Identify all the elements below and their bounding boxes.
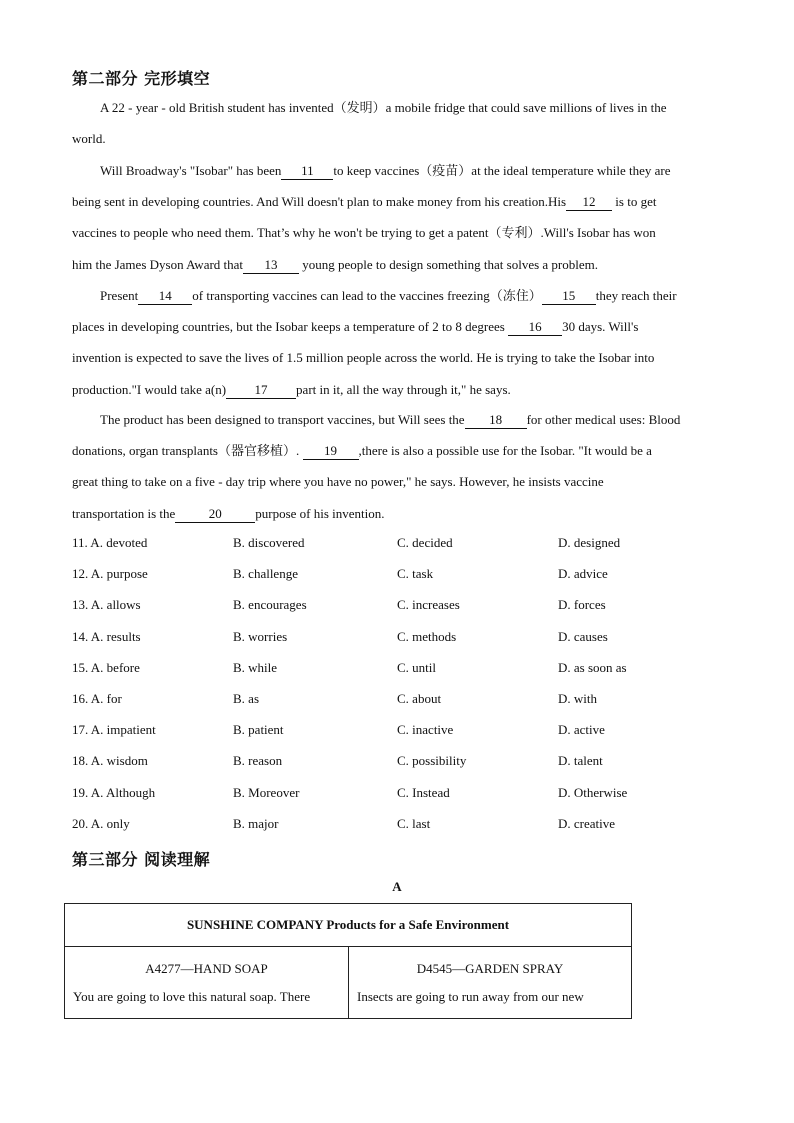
blank-11[interactable]: 11 [281,163,333,180]
product-name: D4545—GARDEN SPRAY [416,961,564,976]
option[interactable]: C. Instead [397,784,450,800]
paragraph-1 [72,92,718,154]
product-name: A4277—HAND SOAP [145,961,268,976]
section-2-title: 第二部分 完形填空 [72,69,211,88]
options-row-17 [72,722,732,753]
option[interactable]: B. reason [233,753,283,769]
option[interactable]: 14. A. results [72,628,141,644]
blank-19[interactable]: 19 [303,443,359,460]
option[interactable]: D. creative [558,815,616,831]
option[interactable]: 20. A. only [72,815,130,831]
section-3-title: 第三部分 阅读理解 [72,850,211,869]
option[interactable]: D. active [558,722,605,738]
option[interactable]: 11. A. devoted [72,535,148,550]
options-row-18 [72,753,732,784]
blank-18[interactable]: 18 [465,412,527,429]
option[interactable]: B. while [233,659,278,675]
option[interactable]: C. decided [397,535,453,550]
passage-label: A [392,879,402,894]
option[interactable]: C. last [397,815,431,831]
blank-17[interactable]: 17 [226,382,296,399]
p1-line-2: world. [72,131,106,147]
option[interactable]: C. inactive [397,722,454,738]
option[interactable]: D. with [558,690,597,706]
option[interactable]: 12. A. purpose [72,566,148,582]
p1-line-1: A 22 - year - old British student has invented（发明）a mobile fridge that could save millions of lives in the [100,100,667,115]
table-cell-hand-soap [65,947,349,1019]
options-row-20 [72,816,732,847]
option[interactable]: 17. A. impatient [72,722,156,738]
option[interactable]: C. increases [397,597,460,613]
option[interactable]: 18. A. wisdom [72,753,148,769]
option[interactable]: B. patient [233,722,284,738]
option[interactable]: B. challenge [233,566,298,582]
option[interactable]: C. about [397,690,442,706]
option[interactable]: D. as soon as [558,659,627,675]
option[interactable]: D. designed [558,535,621,550]
option[interactable]: 19. A. Although [72,784,156,800]
option[interactable]: C. task [397,566,434,582]
option[interactable]: C. possibility [397,753,467,769]
options-row-16 [72,691,732,722]
option[interactable]: B. worries [233,628,288,644]
blank-13[interactable]: 13 [243,257,299,274]
option[interactable]: B. discovered [233,535,305,550]
blank-12[interactable]: 12 [566,194,612,211]
option[interactable]: C. until [397,659,437,675]
paragraph-4: The product has been designed to transport vaccines, but Will sees the 18 for other medical uses: Blood donations, organ transplants（器官移植）. 19 ,there is also a possible use for the Isobar. "It would be a great thing to take on a five - day trip where you have no power," he says. However, he insists vaccine transportation is the 20 purpose of his invention. [72,412,681,521]
option[interactable]: B. encourages [233,597,307,613]
option[interactable]: B. major [233,815,279,831]
table-header: SUNSHINE COMPANY Products for a Safe Environment [65,904,631,947]
option[interactable]: 15. A. before [72,659,140,675]
option[interactable]: C. methods [397,628,457,644]
options-row-14 [72,629,732,660]
product-description: Insects are going to run away from our new [357,989,584,1004]
paragraph-2: Will Broadway's "Isobar" has been 11 to keep vaccines（疫苗）at the ideal temperature while they are being sent in developing countries. And Will doesn't plan to make money from his creation.His 12 is to get vaccines to people who need them. That’s why he won't be trying to get a patent（专利）.Will's Isobar has won him the James Dyson Award that 13 young people to design something that solves a problem. [72,163,671,272]
option[interactable]: 16. A. for [72,690,122,706]
option[interactable]: 13. A. allows [72,597,141,613]
option[interactable]: D. advice [558,566,608,582]
options-list [72,535,732,847]
product-table [64,903,632,1019]
options-row-13 [72,597,732,628]
paragraph-3: Present 14 of transporting vaccines can lead to the vaccines freezing（冻住） 15 they reach their places in developing countries, but the Isobar keeps a temperature of 2 to 8 degrees 16 30 days. Will's invention is expected to save the lives of 1.5 million people across the world. He is trying to take the Isobar into production."I would take a(n) 17 part in it, all the way through it," he says. [72,288,677,397]
blank-14[interactable]: 14 [138,288,192,305]
option[interactable]: B. as [233,690,259,706]
options-row-19 [72,785,732,816]
options-row-15 [72,660,732,691]
option[interactable]: D. forces [558,597,606,613]
blank-20[interactable]: 20 [175,506,255,523]
option[interactable]: D. causes [558,628,608,644]
option[interactable]: B. Moreover [233,784,300,800]
product-description: You are going to love this natural soap. There [73,989,311,1004]
options-row-12 [72,566,732,597]
option[interactable]: D. talent [558,753,603,769]
blank-15[interactable]: 15 [542,288,596,305]
options-row-11 [72,535,732,566]
blank-16[interactable]: 16 [508,319,562,336]
table-cell-garden-spray [349,947,631,1019]
option[interactable]: D. Otherwise [558,784,628,800]
